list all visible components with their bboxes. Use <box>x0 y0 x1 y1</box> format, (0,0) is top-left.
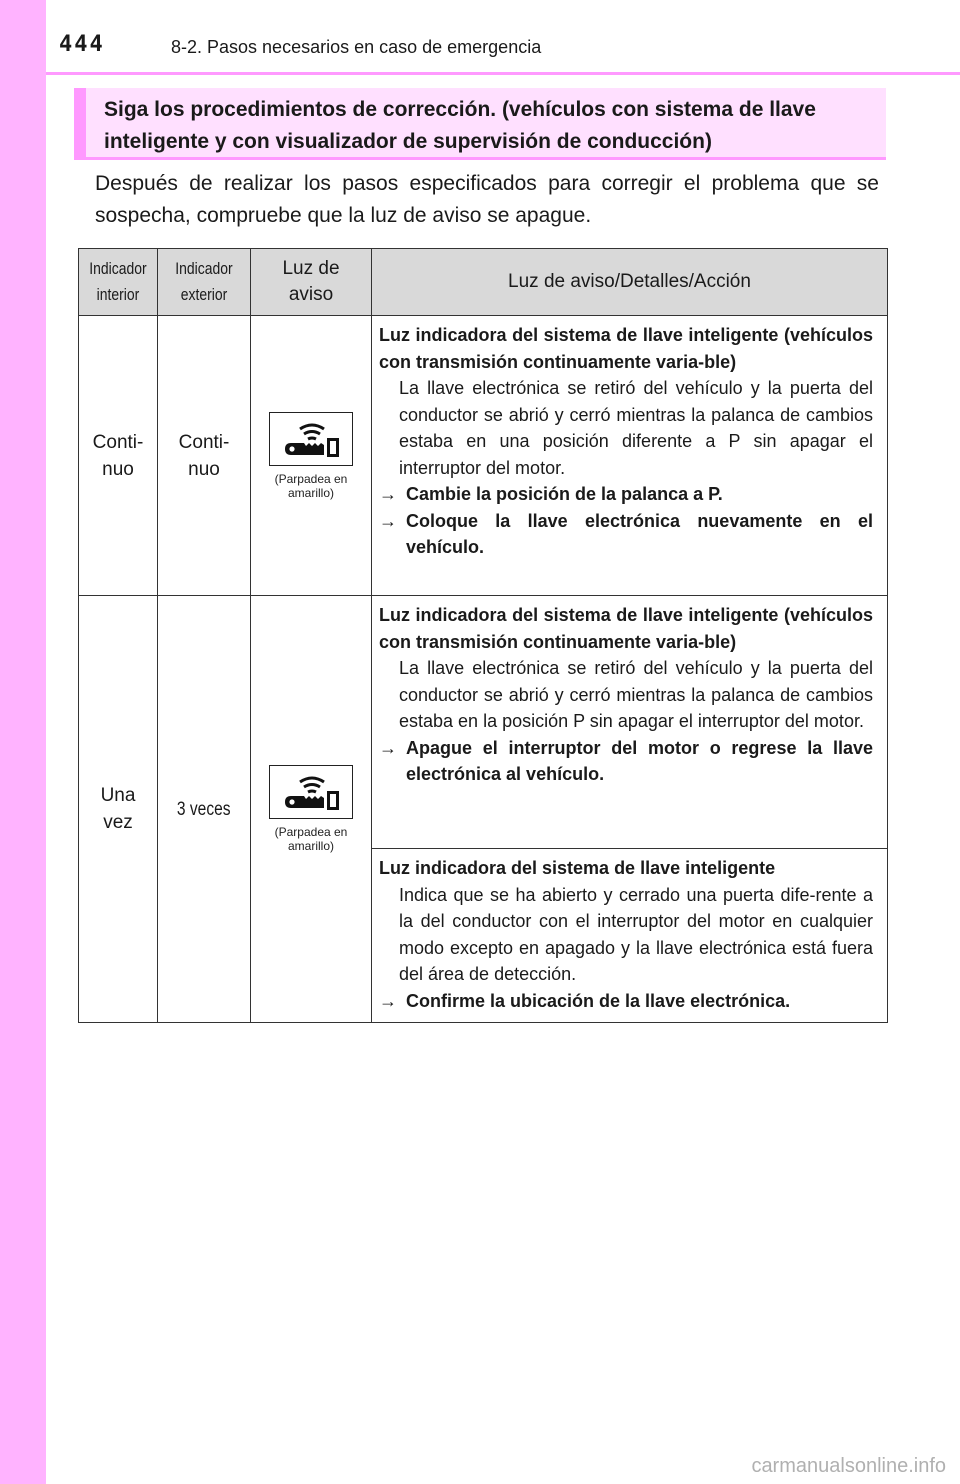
procedure-intro: Después de realizar los pasos especificados para corregir el problema que se sospecha, compruebe que la luz de aviso se apague. <box>95 172 879 227</box>
interior-indicator-cell: Conti- nuo <box>79 316 158 596</box>
smart-key-warning-icon <box>269 412 353 466</box>
header-interior: Indicador interior <box>79 249 158 316</box>
page-side-tab <box>0 0 46 1484</box>
procedure-title-box <box>74 88 886 160</box>
details-cell <box>372 849 888 1023</box>
procedure-title: Siga los procedimientos de corrección. (vehículos con sistema de llave inteligente y con visualizador de supervisión de conducción) <box>104 98 816 153</box>
page-number: 444 <box>59 32 105 57</box>
detail-body: Indica que se ha abierto y cerrado una puerta dife-rente a la del conductor con el interruptor del motor en cualquier modo excepto en apagado y la llave electrónica está fuera del área de detección. <box>399 884 873 984</box>
lamp-caption: (Parpadea en amarillo) <box>274 825 348 853</box>
watermark: carmanualsonline.info <box>751 1455 946 1477</box>
header-details: Luz de aviso/Detalles/Acción <box>372 249 888 316</box>
detail-body: La llave electrónica se retiró del vehículo y la puerta del conductor se abrió y cerró mientras la palanca de cambios estaba en la posición P sin apagar el interruptor del motor. <box>399 658 873 731</box>
detail-action: → Coloque la llave electrónica nuevamente en el vehículo. <box>379 508 873 561</box>
header-exterior: Indicador exterior <box>158 249 251 316</box>
warning-lamp-cell <box>251 316 372 596</box>
lamp-caption: (Parpadea en amarillo) <box>274 471 348 500</box>
header-lamp: Luz de aviso <box>251 249 372 316</box>
smart-key-warning-icon <box>269 765 353 819</box>
details-cell <box>372 596 888 849</box>
interior-indicator-cell: Una vez <box>79 596 158 1023</box>
table-row <box>79 316 888 596</box>
detail-action: → Cambie la posición de la palanca a P. <box>379 481 873 508</box>
detail-body: La llave electrónica se retiró del vehículo y la puerta del conductor se abrió y cerró mientras la palanca de cambios estaba en una posición diferente a P sin apagar el interruptor del motor. <box>399 378 873 478</box>
detail-action: → Confirme la ubicación de la llave electrónica. <box>379 988 873 1015</box>
table-header-row <box>79 249 888 316</box>
arrow-icon: → <box>379 990 397 1011</box>
arrow-icon: → <box>379 737 397 758</box>
warning-table <box>78 248 888 1023</box>
section-title: 8-2. Pasos necesarios en caso de emergencia <box>171 37 542 57</box>
detail-title: Luz indicadora del sistema de llave inteligente (vehículos con transmisión continuamente varia-ble) <box>379 325 873 372</box>
detail-title: Luz indicadora del sistema de llave inteligente <box>379 858 776 878</box>
header-rule <box>46 72 960 75</box>
warning-lamp-cell <box>251 596 372 1023</box>
arrow-icon: → <box>379 484 397 504</box>
arrow-icon: → <box>379 510 397 531</box>
detail-action: → Apague el interruptor del motor o regrese la llave electrónica al vehículo. <box>379 735 873 788</box>
detail-title: Luz indicadora del sistema de llave inteligente (vehículos con transmisión continuamente varia-ble) <box>379 605 873 652</box>
details-cell <box>372 316 888 596</box>
table-row <box>79 596 888 849</box>
exterior-indicator-cell: Conti- nuo <box>158 316 251 596</box>
exterior-indicator-cell: 3 veces <box>158 596 251 1023</box>
